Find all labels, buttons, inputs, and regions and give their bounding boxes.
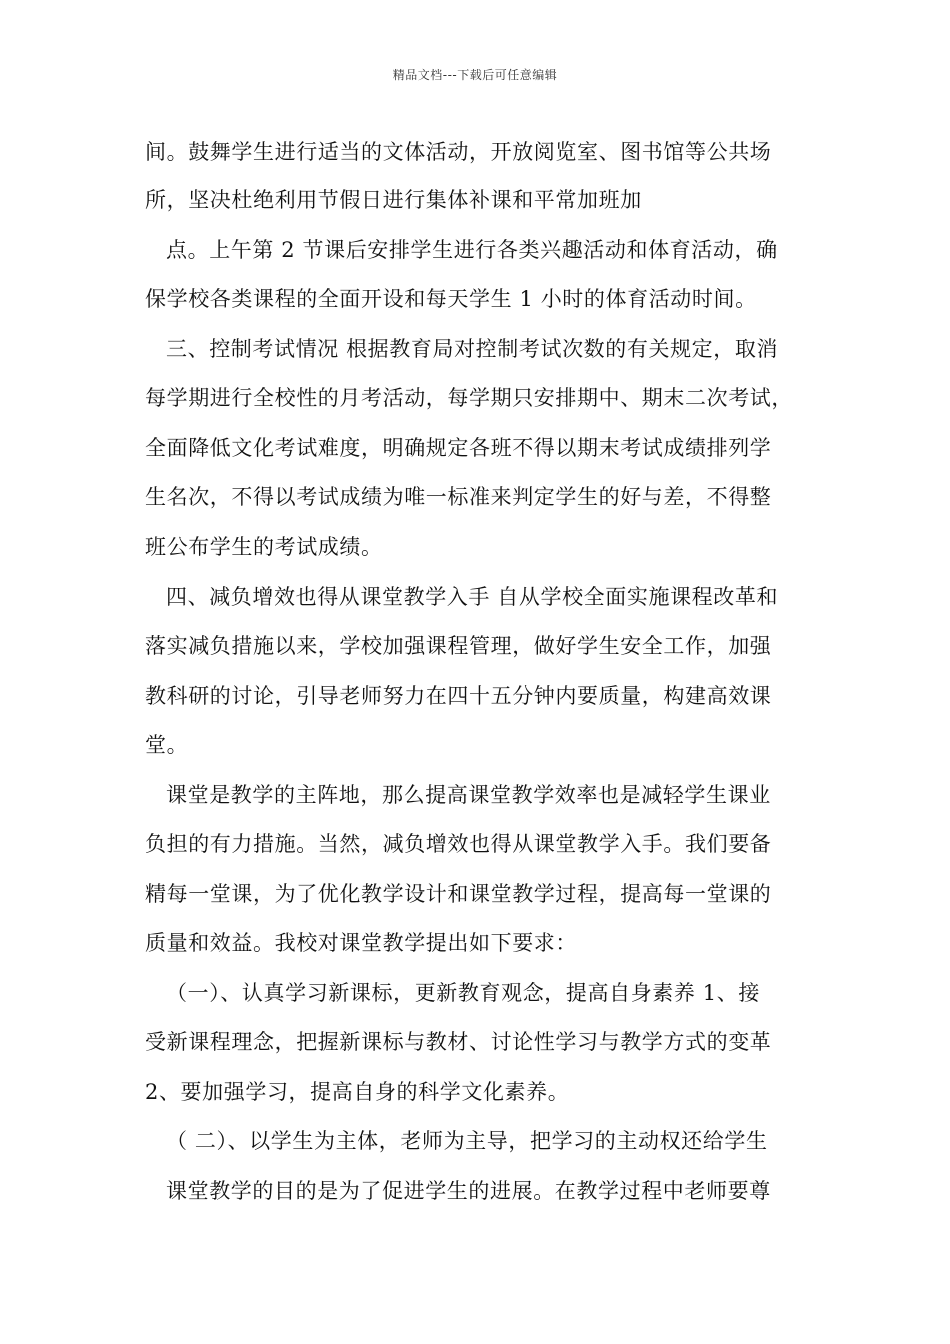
text-line: 课堂是教学的主阵地，那么提高课堂教学效率也是减轻学生课业 xyxy=(166,783,771,807)
text-line: 所，坚决杜绝利用节假日进行集体补课和平常加班加 xyxy=(145,188,642,212)
text-line: 教科研的讨论，引导老师努力在四十五分钟内要质量，构建高效课 xyxy=(145,684,772,708)
text-line: 四、减负增效也得从课堂教学入手 自从学校全面实施课程改革和 xyxy=(166,585,779,609)
text-line: （一）、认真学习新课标，更新教育观念，提高自身素养 1、接 xyxy=(166,981,760,1005)
text-line: 保学校各类课程的全面开设和每天学生 1 小时的体育活动时间。 xyxy=(145,287,757,311)
text-line: 间。鼓舞学生进行适当的文体活动，开放阅览室、图书馆等公共场 xyxy=(145,140,772,164)
text-line: 班公布学生的考试成绩。 xyxy=(145,535,383,559)
text-line: 生名次，不得以考试成绩为唯一标准来判定学生的好与差，不得整 xyxy=(145,485,772,509)
text-line: 精每一堂课，为了优化教学设计和课堂教学过程，提高每一堂课的 xyxy=(145,882,772,906)
text-line: 全面降低文化考试难度，明确规定各班不得以期末考试成绩排列学 xyxy=(145,436,772,460)
text-line: 每学期进行全校性的月考活动，每学期只安排期中、期末二次考试， xyxy=(145,386,793,410)
text-line: 质量和效益。我校对课堂教学提出如下要求： xyxy=(145,931,577,955)
text-line: 堂。 xyxy=(145,733,189,757)
text-line: 2、要加强学习，提高自身的科学文化素养。 xyxy=(145,1080,570,1104)
text-line: 课堂教学的目的是为了促进学生的进展。在教学过程中老师要尊 xyxy=(166,1179,771,1203)
text-line: 点。上午第 2 节课后安排学生进行各类兴趣活动和体育活动，确 xyxy=(166,238,778,262)
text-line: 三、控制考试情况 根据教育局对控制考试次数的有关规定，取消 xyxy=(166,337,779,361)
text-line: 负担的有力措施。当然，减负增效也得从课堂教学入手。我们要备 xyxy=(145,832,772,856)
text-line: （ 二）、以学生为主体，老师为主导，把学习的主动权还给学生 xyxy=(166,1129,768,1153)
page-header: 精品文档---下载后可任意编辑 xyxy=(392,68,558,82)
text-line: 受新课程理念，把握新课标与教材、讨论性学习与教学方式的变革 xyxy=(145,1030,772,1054)
text-line: 落实减负措施以来，学校加强课程管理，做好学生安全工作，加强 xyxy=(145,634,772,658)
